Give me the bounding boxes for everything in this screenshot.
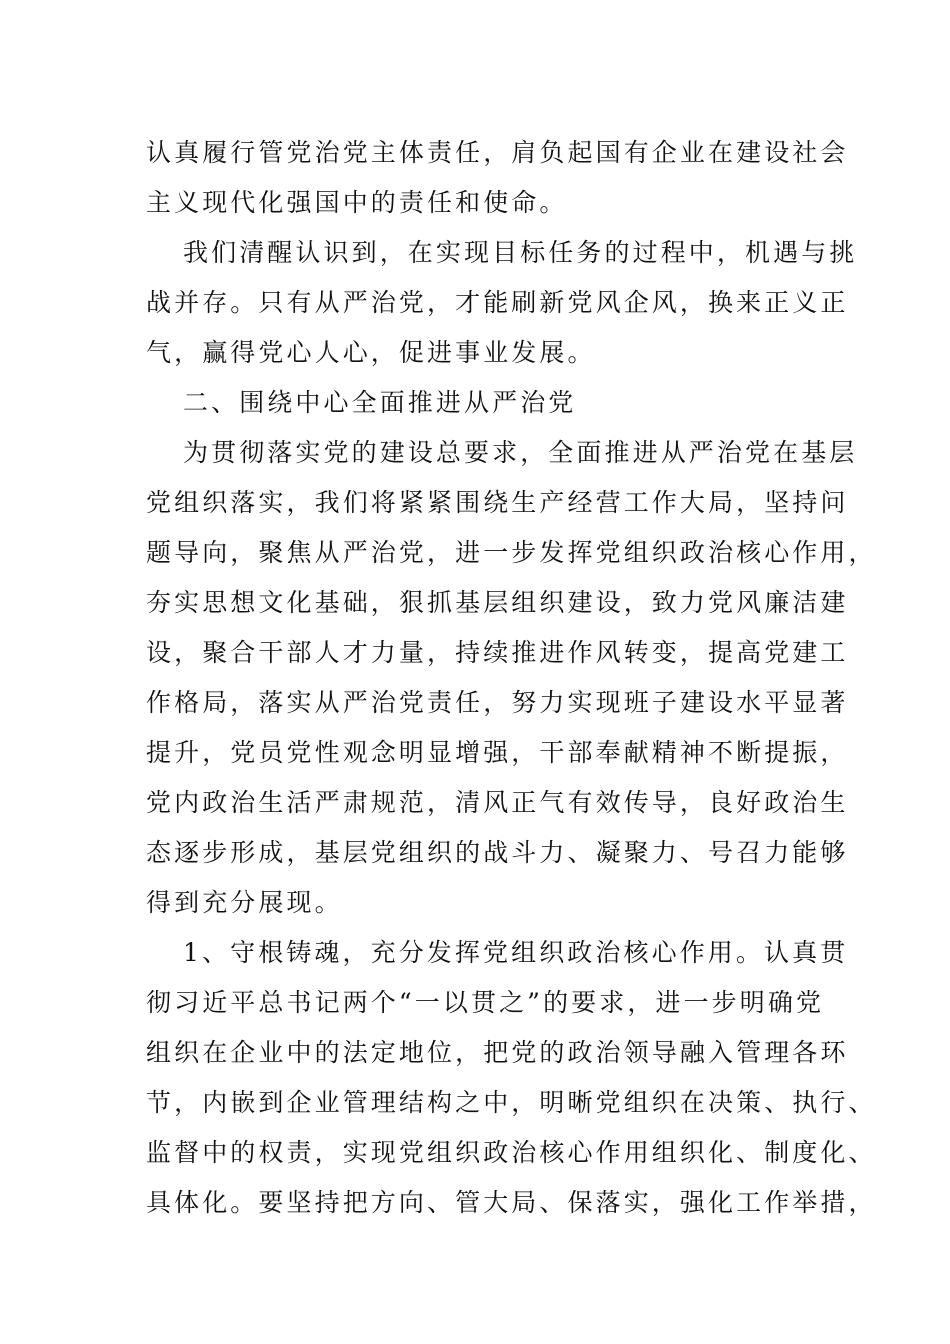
text-line: 态逐步形成，基层党组织的战斗力、凝聚力、号召力能够 (146, 838, 849, 867)
body-text (146, 128, 877, 1228)
text-line: 党内政治生活严肃规范，清风正气有效传导，良好政治生 (146, 788, 849, 817)
text-line: 主义现代化强国中的责任和使命。 (146, 188, 568, 217)
text-line: 战并存。只有从严治党，才能刷新党风企风，换来正义正 (146, 288, 849, 317)
text-line: 节，内嵌到企业管理结构之中，明晰党组织在决策、执行、 (146, 1088, 877, 1117)
text-line: 组织在企业中的法定地位，把党的政治领导融入管理各环 (146, 1038, 849, 1067)
text-line: 彻习近平总书记两个“一以贯之”的要求，进一步明确党 (146, 988, 825, 1017)
text-line: 题导向，聚焦从严治党，进一步发挥党组织政治核心作用， (146, 538, 877, 567)
text-line: 气，赢得党心人心，促进事业发展。 (146, 338, 596, 367)
text-line: 得到充分展现。 (146, 888, 343, 917)
text-line: 设，聚合干部人才力量，持续推进作风转变，提高党建工 (146, 638, 849, 667)
text-line: 具体化。要坚持把方向、管大局、保落实，强化工作举措， (146, 1188, 877, 1217)
text-line: 夯实思想文化基础，狠抓基层组织建设，致力党风廉洁建 (146, 588, 849, 617)
text-line: 党组织落实，我们将紧紧围绕生产经营工作大局，坚持问 (146, 488, 849, 517)
text-line: 我们清醒认识到，在实现目标任务的过程中，机遇与挑 (183, 238, 858, 267)
text-line: 提升，党员党性观念明显增强，干部奉献精神不断提振， (146, 738, 849, 767)
section-heading: 二、围绕中心全面推进从严治党 (183, 388, 577, 417)
text-line: 作格局，落实从严治党责任，努力实现班子建设水平显著 (146, 688, 849, 717)
text-line: 监督中的权责，实现党组织政治核心作用组织化、制度化、 (146, 1138, 877, 1167)
text-line: 1、守根铸魂，充分发挥党组织政治核心作用。认真贯 (183, 938, 849, 967)
text-line: 认真履行管党治党主体责任，肩负起国有企业在建设社会 (146, 138, 849, 167)
text-line: 为贯彻落实党的建设总要求，全面推进从严治党在基层 (183, 438, 858, 467)
